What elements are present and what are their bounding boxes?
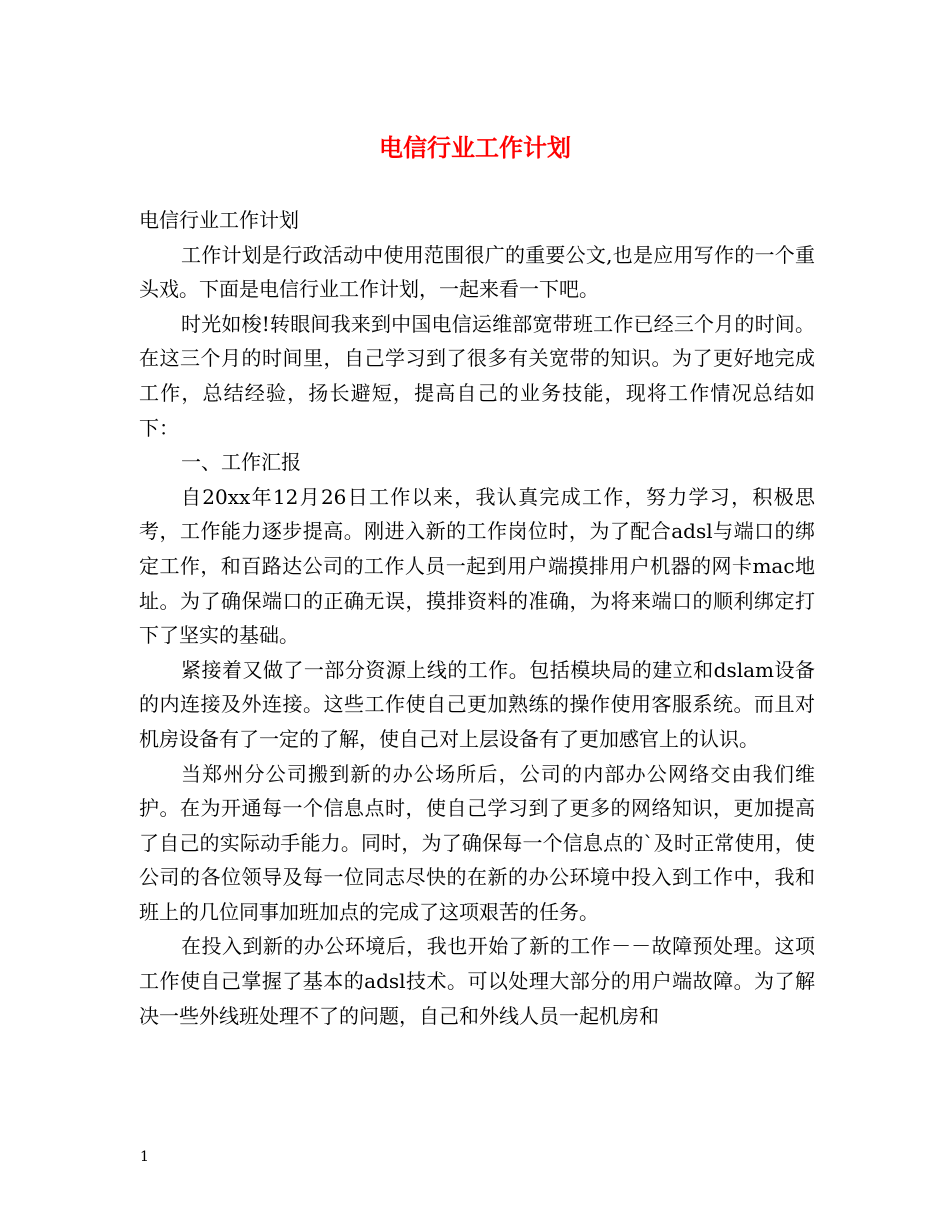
- paragraph: 紧接着又做了一部分资源上线的工作。包括模块局的建立和dslam设备的内连接及外连接。这些工作使自己更加熟练的操作使用客服系统。而且对机房设备有了一定的了解，使自己对上层设备有了更加感官上的认识。: [139, 657, 815, 751]
- page-number: 1: [140, 1149, 149, 1165]
- paragraph: 工作计划是行政活动中使用范围很广的重要公文,也是应用写作的一个重头戏。下面是电信行业工作计划，一起来看一下吧。: [139, 242, 815, 302]
- section-heading: 一、工作汇报: [181, 450, 301, 475]
- document-title: 电信行业工作计划: [379, 133, 571, 162]
- paragraph: 在投入到新的办公环境后，我也开始了新的工作－－故障预处理。这项工作使自己掌握了基本的adsl技术。可以处理大部分的用户端故障。为了解决一些外线班处理不了的问题，自己和外线人员一起机房和: [139, 934, 815, 1028]
- paragraph: 时光如梭!转眼间我来到中国电信运维部宽带班工作已经三个月的时间。在这三个月的时间里，自己学习到了很多有关宽带的知识。为了更好地完成工作，总结经验，扬长避短，提高自己的业务技能，现将工作情况总结如下：: [139, 311, 815, 440]
- paragraph: 自20xx年12月26日工作以来，我认真完成工作，努力学习，积极思考，工作能力逐步提高。刚进入新的工作岗位时，为了配合adsl与端口的绑定工作，和百路达公司的工作人员一起到用户端摸排用户机器的网卡mac地址。为了确保端口的正确无误，摸排资料的准确，为将来端口的顺利绑定打下了坚实的基础。: [139, 484, 815, 648]
- document-body: [139, 203, 815, 1033]
- document-subtitle: 电信行业工作计划: [139, 208, 299, 232]
- paragraph: 当郑州分公司搬到新的办公场所后，公司的内部办公网络交由我们维护。在为开通每一个信息点时，使自己学习到了更多的网络知识，更加提高了自己的实际动手能力。同时，为了确保每一个信息点的`及时正常使用，使公司的各位领导及每一位同志尽快的在新的办公环境中投入到工作中，我和班上的几位同事加班加点的完成了这项艰苦的任务。: [139, 761, 815, 924]
